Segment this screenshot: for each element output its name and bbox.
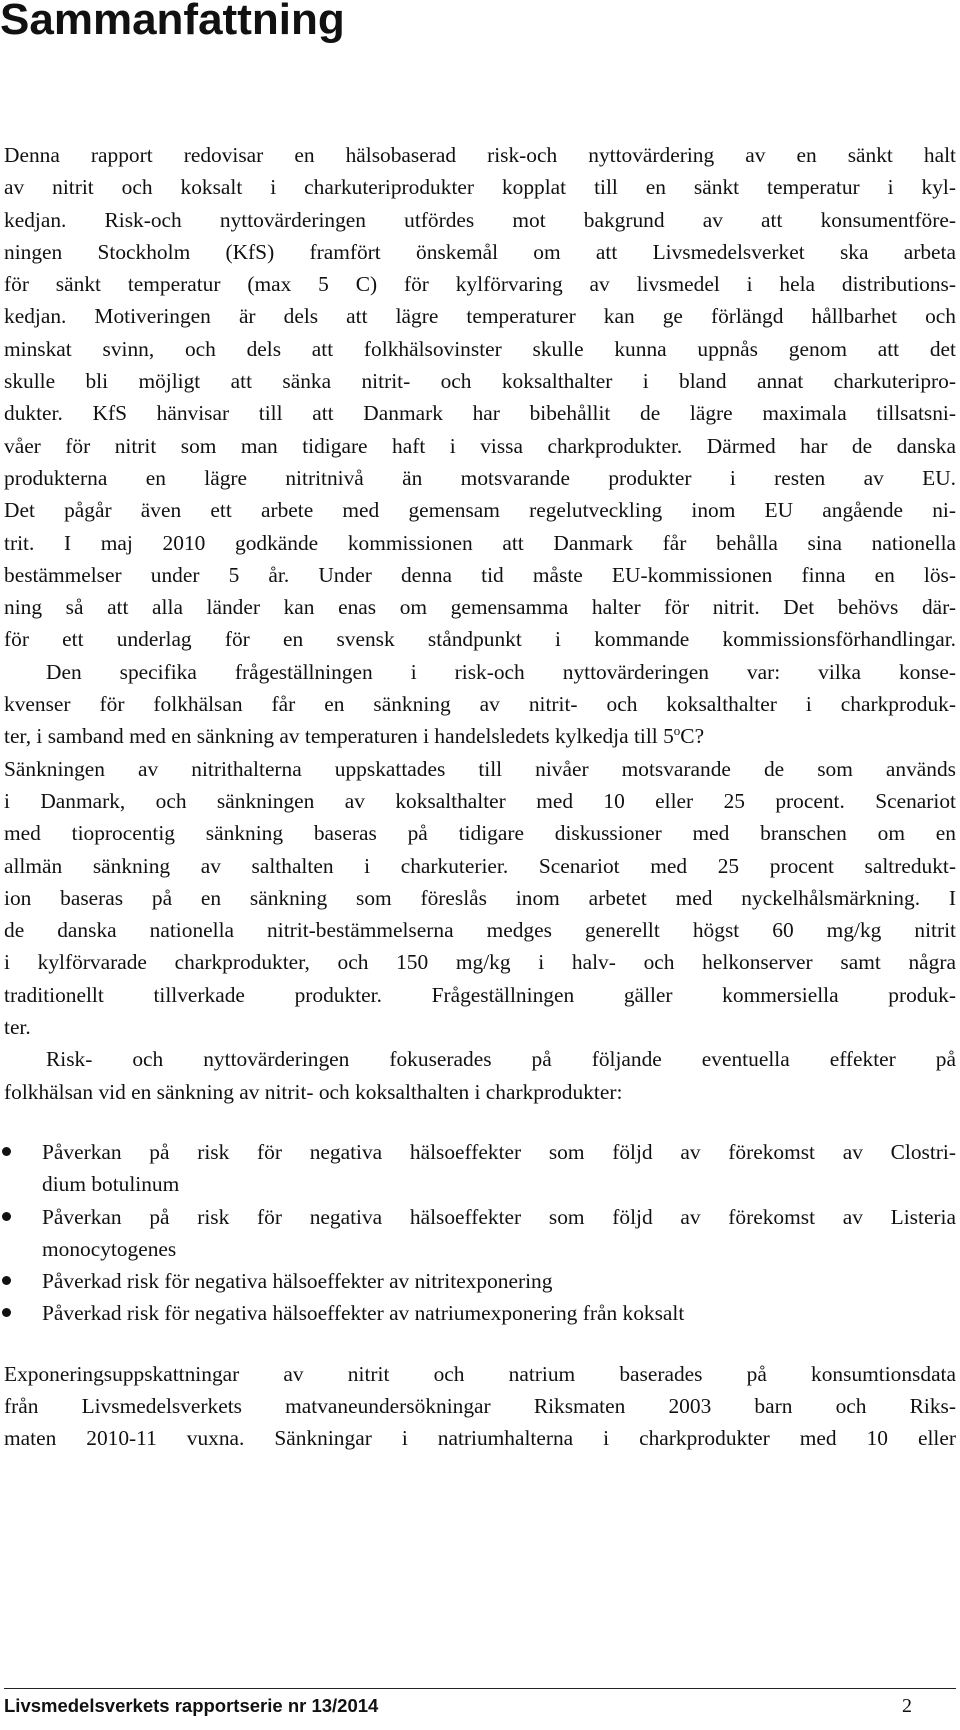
bullet-icon xyxy=(2,1147,11,1156)
list-item-text: dium botulinum xyxy=(42,1172,180,1197)
paragraph-focus xyxy=(4,1043,956,1108)
text-line: Exponeringsuppskattningar av nitrit och natrium baserades på konsumtionsdata xyxy=(4,1361,956,1386)
list-item xyxy=(4,1201,956,1266)
text-line: minskat svinn, och dels att folkhälsovinster skulle kunna uppnås genom att det xyxy=(4,336,956,361)
paragraph-exposure xyxy=(4,1358,956,1455)
list-item xyxy=(4,1265,956,1297)
text-line: produkterna en lägre nitritnivå än motsvarande produkter i resten av EU. xyxy=(4,465,956,490)
text-line: ning så att alla länder kan enas om gemensamma halter för nitrit. Det behövs där- xyxy=(4,595,956,620)
text-line: kedjan. Risk-och nyttovärderingen utfördes mot bakgrund av att konsumentföre- xyxy=(4,207,956,232)
footer-page-number: 2 xyxy=(902,1695,912,1717)
text-line: våer för nitrit som man tidigare haft i vissa charkprodukter. Därmed har de danska xyxy=(4,433,956,458)
text-line: skulle bli möjligt att sänka nitrit- och koksalthalter i bland annat charkuteripro- xyxy=(4,369,956,394)
text-line: ter. xyxy=(4,1015,31,1040)
text-line: trit. I maj 2010 godkände kommissionen att Danmark får behålla sina nationella xyxy=(4,530,956,555)
text-line: traditionellt tillverkade produkter. Frågeställningen gäller kommersiella produk- xyxy=(4,982,956,1007)
list-item-text: monocytogenes xyxy=(42,1236,177,1261)
list-item-text: Påverkan på risk för negativa hälsoeffekter som följd av förekomst av Clostri- xyxy=(42,1139,956,1164)
text-line: Det pågår även ett arbete med gemensam regelutveckling inom EU angående ni- xyxy=(4,498,956,523)
page-title: Sammanfattning xyxy=(0,0,345,44)
bullet-icon xyxy=(2,1212,11,1221)
text-line: ion baseras på en sänkning som föreslås inom arbetet med nyckelhålsmärkning. I xyxy=(4,885,956,910)
list-item-text: Påverkan på risk för negativa hälsoeffekter som följd av förekomst av Listeria xyxy=(42,1204,956,1229)
text-line: i Danmark, och sänkningen av koksalthalter med 10 eller 25 procent. Scenariot xyxy=(4,788,956,813)
text-line: för ett underlag för en svensk ståndpunkt i kommande kommissionsförhandlingar. xyxy=(4,627,956,652)
list-item xyxy=(4,1136,956,1201)
text-line: i kylförvarade charkprodukter, och 150 mg/kg i halv- och helkonserver samt några xyxy=(4,950,956,975)
paragraph-question xyxy=(4,656,956,1044)
text-line: Denna rapport redovisar en hälsobaserad risk-och nyttovärdering av en sänkt halt xyxy=(4,143,956,167)
page-footer xyxy=(4,1688,956,1723)
text-line: allmän sänkning av salthalten i charkuterier. Scenariot med 25 procent saltredukt- xyxy=(4,853,956,878)
text-line: Den specifika frågeställningen i risk-och nyttovärderingen var: vilka konse- xyxy=(46,659,956,684)
text-line: bestämmelser under 5 år. Under denna tid måste EU-kommissionen finna en lös- xyxy=(4,562,956,587)
degree-superscript: o xyxy=(673,723,681,739)
text-line: med tioprocentig sänkning baseras på tidigare diskussioner med branschen om en xyxy=(4,821,956,846)
text-line: folkhälsan vid en sänkning av nitrit- och koksalthalten i charkprodukter: xyxy=(4,1079,623,1104)
document-body xyxy=(4,139,956,1455)
paragraph-background xyxy=(4,139,956,656)
text-line: från Livsmedelsverkets matvaneundersökningar Riksmaten 2003 barn och Riks- xyxy=(4,1393,956,1418)
list-item-text: Påverkad risk för negativa hälsoeffekter av nitritexponering xyxy=(42,1269,553,1294)
footer-series: Livsmedelsverkets rapportserie nr 13/2014 xyxy=(4,1695,379,1716)
text-line: kedjan. Motiveringen är dels att lägre temperaturer kan ge förlängd hållbarhet och xyxy=(4,304,956,329)
effects-bullet-list xyxy=(4,1136,956,1330)
text-line: för sänkt temperatur (max 5 C) för kylförvaring av livsmedel i hela distributions- xyxy=(4,272,956,297)
list-item xyxy=(4,1297,956,1329)
bullet-icon xyxy=(2,1308,11,1317)
text-line: ningen Stockholm (KfS) framfört önskemål om att Livsmedelsverket ska arbeta xyxy=(4,239,956,264)
text-line: Sänkningen av nitrithalterna uppskattades till nivåer motsvarande de som används xyxy=(4,756,956,781)
text-line: Risk- och nyttovärderingen fokuserades på följande eventuella effekter på xyxy=(46,1047,956,1072)
bullet-icon xyxy=(2,1276,11,1285)
text-line: ter, i samband med en sänkning av temperaturen i handelsledets kylkedja till 5$^o$C? xyxy=(4,723,705,749)
text-line: av nitrit och koksalt i charkuteriprodukter kopplat till en sänkt temperatur i kyl- xyxy=(4,175,956,200)
text-line: dukter. KfS hänvisar till att Danmark har bibehållit de lägre maximala tillsatsni- xyxy=(4,401,956,426)
text-line: maten 2010-11 vuxna. Sänkningar i natriumhalterna i charkprodukter med 10 eller xyxy=(4,1426,956,1451)
list-item-text: Påverkad risk för negativa hälsoeffekter av natriumexponering från koksalt xyxy=(42,1301,685,1326)
text-line: kvenser för folkhälsan får en sänkning av nitrit- och koksalthalter i charkproduk- xyxy=(4,692,956,717)
temperature-unit: C? xyxy=(680,724,705,749)
text-line: de danska nationella nitrit-bestämmelserna medges generellt högst 60 mg/kg nitrit xyxy=(4,918,956,943)
